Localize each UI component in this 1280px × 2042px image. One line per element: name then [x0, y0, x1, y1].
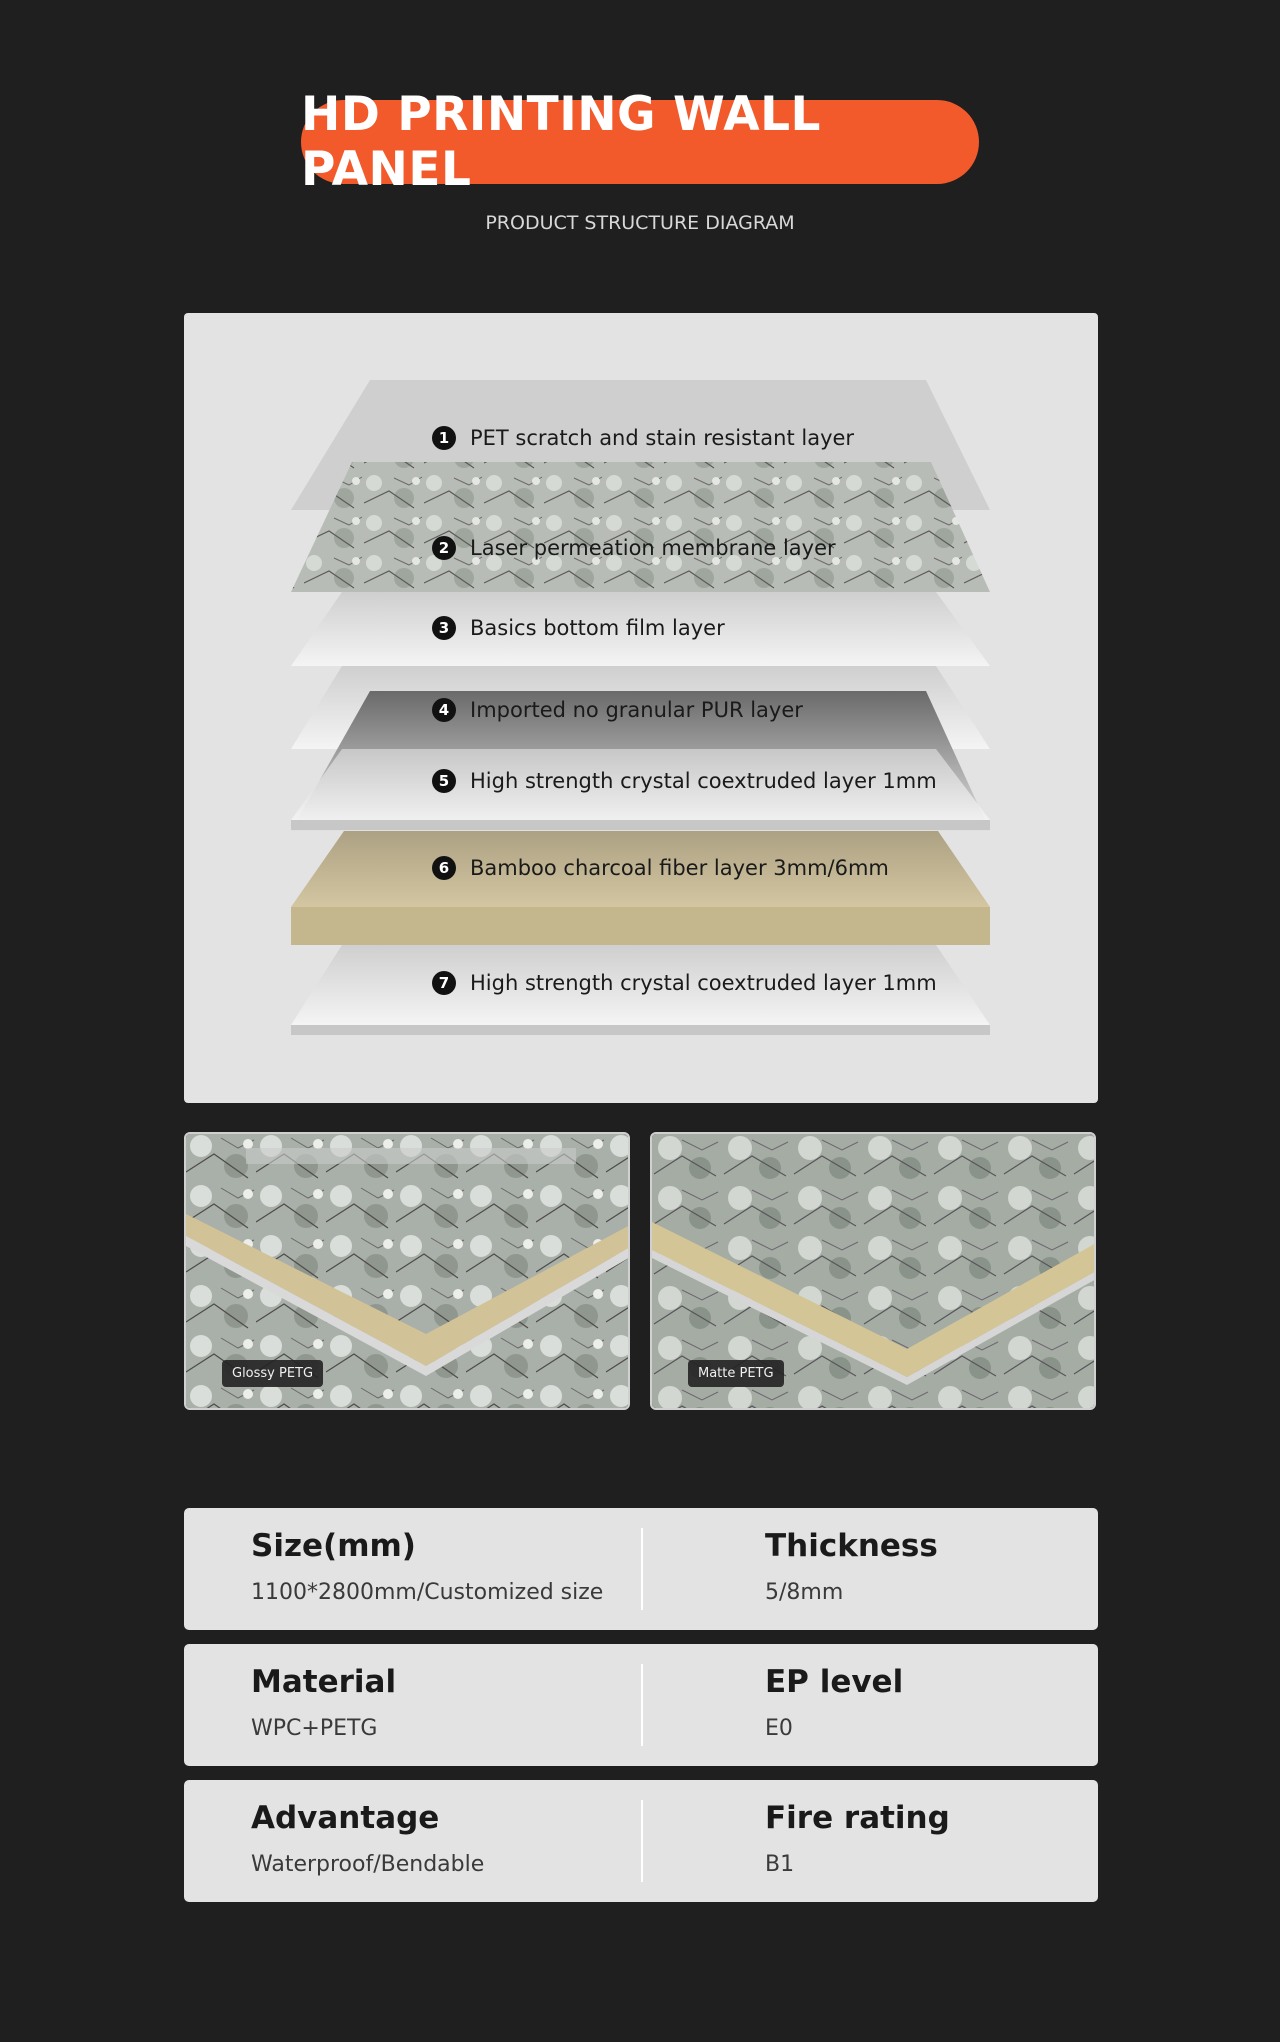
- layer-2-laser-membrane: [291, 462, 990, 592]
- structure-diagram: [184, 313, 1098, 1103]
- layer-number-badge: 4: [432, 698, 456, 722]
- layer-label-text: Basics bottom film layer: [470, 616, 725, 640]
- layer-label-7: [432, 971, 937, 995]
- page-title: HD PRINTING WALL PANEL: [301, 100, 979, 184]
- spec-label: Size(mm): [251, 1528, 416, 1564]
- spec-row-advantage-fire: [184, 1780, 1098, 1902]
- spec-label: Fire rating: [765, 1800, 950, 1836]
- layer-label-text: High strength crystal coextruded layer 1mm: [470, 769, 937, 793]
- layer-number-badge: 1: [432, 426, 456, 450]
- spec-value: 5/8mm: [765, 1580, 844, 1605]
- layer-label-text: High strength crystal coextruded layer 1mm: [470, 971, 937, 995]
- spec-value: Waterproof/Bendable: [251, 1852, 485, 1877]
- spec-value: B1: [765, 1852, 795, 1877]
- spec-row-material-ep: [184, 1644, 1098, 1766]
- layer-number-badge: 5: [432, 769, 456, 793]
- layer-label-4: [432, 698, 803, 722]
- finish-label-matte: Matte PETG: [688, 1360, 784, 1387]
- layer-number-badge: 7: [432, 971, 456, 995]
- layer-label-3: [432, 616, 725, 640]
- spec-row-size-thickness: [184, 1508, 1098, 1630]
- spec-value: WPC+PETG: [251, 1716, 378, 1741]
- spec-divider: [641, 1528, 643, 1610]
- layer-number-badge: 2: [432, 536, 456, 560]
- spec-label: Advantage: [251, 1800, 440, 1836]
- finish-sample-glossy: [184, 1132, 630, 1410]
- layer-label-5: [432, 769, 937, 793]
- layer-number-badge: 3: [432, 616, 456, 640]
- finish-sample-matte: [650, 1132, 1096, 1410]
- layer-label-text: Laser permeation membrane layer: [470, 536, 836, 560]
- page-subtitle: PRODUCT STRUCTURE DIAGRAM: [485, 212, 795, 234]
- layer-label-text: Bamboo charcoal fiber layer 3mm/6mm: [470, 856, 889, 880]
- layer-label-text: Imported no granular PUR layer: [470, 698, 803, 722]
- layer-label-6: [432, 856, 889, 880]
- spec-label: Material: [251, 1664, 397, 1700]
- spec-value: E0: [765, 1716, 793, 1741]
- finish-label-glossy: Glossy PETG: [222, 1360, 323, 1387]
- spec-value: 1100*2800mm/Customized size: [251, 1580, 604, 1605]
- layer-label-text: PET scratch and stain resistant layer: [470, 426, 855, 450]
- spec-divider: [641, 1664, 643, 1746]
- layer-number-badge: 6: [432, 856, 456, 880]
- spec-label: EP level: [765, 1664, 904, 1700]
- spec-divider: [641, 1800, 643, 1882]
- spec-label: Thickness: [765, 1528, 938, 1564]
- layer-label-2: [432, 536, 836, 560]
- layer-label-1: [432, 426, 854, 450]
